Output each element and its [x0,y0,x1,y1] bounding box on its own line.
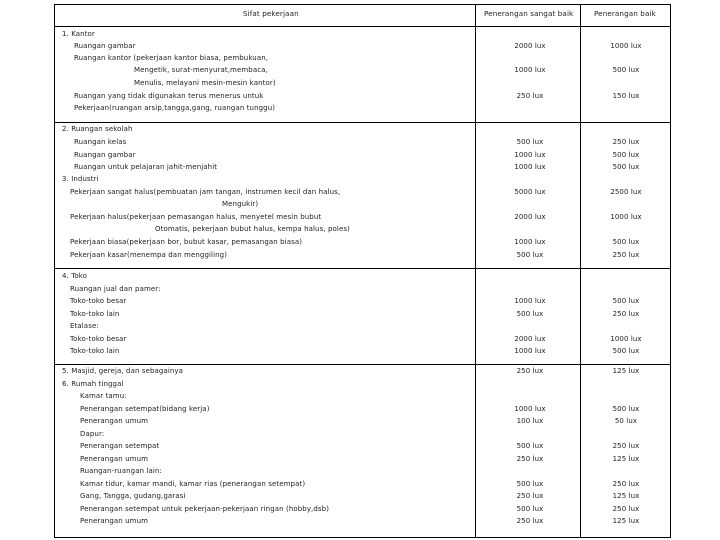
value-very-good: 100 lux [516,417,544,425]
row-label: Pekerjaan halus(pekerjaan pemasangan halus, menyetel mesin bubut [70,213,322,221]
value-very-good: 500 lux [516,505,544,513]
section-divider [54,364,671,365]
value-very-good: 1000 lux [514,66,546,74]
table-border-right [670,4,671,538]
value-very-good: 1000 lux [514,163,546,171]
table-border-left [54,4,55,538]
row-label: Gang, Tangga, gudang,garasi [80,492,186,500]
section-divider [54,268,671,269]
subsection-label: Ruangan-ruangan lain: [80,467,162,475]
value-very-good: 500 lux [516,480,544,488]
subsection-label: Ruangan jual dan pamer: [70,285,161,293]
row-label: Toko-toko lain [70,310,120,318]
value-good: 250 lux [612,480,640,488]
row-label: Ruangan kantor (pekerjaan kantor biasa, pembukuan, [74,54,269,62]
row-label: Penerangan umum [80,455,149,463]
section-title: 5. Masjid, gereja, dan sebagainya [62,367,184,375]
table-border-bottom [54,537,671,538]
value-very-good: 1000 lux [514,297,546,305]
section-title: 4. Toko [62,272,88,280]
value-very-good: 1000 lux [514,405,546,413]
value-good: 500 lux [612,297,640,305]
row-label: Ruangan gambar [74,151,136,159]
value-very-good: 1000 lux [514,347,546,355]
row-label: Toko-toko besar [70,335,127,343]
row-label: Pekerjaan kasar(menempa dan menggiling) [70,251,228,259]
value-very-good: 500 lux [516,442,544,450]
value-good: 500 lux [612,151,640,159]
value-very-good: 2000 lux [514,213,546,221]
row-label: Penerangan setempat(bidang kerja) [80,405,210,413]
value-very-good: 2000 lux [514,42,546,50]
row-label: Ruangan gambar [74,42,136,50]
value-very-good: 2000 lux [514,335,546,343]
section-title: 3. Industri [62,175,99,183]
value-good: 500 lux [612,163,640,171]
value-good: 500 lux [612,238,640,246]
value-very-good: 1000 lux [514,151,546,159]
row-label: Pekerjaan sangat halus(pembuatan jam tangan, instrumen kecil dan halus, [70,188,341,196]
section-divider [54,122,671,123]
table-column-divider-1 [475,4,476,538]
value-good: 500 lux [612,405,640,413]
value-good: 500 lux [612,347,640,355]
section-title: 1. Kantor [62,30,95,38]
value-good: 125 lux [612,367,640,375]
section-title: 2. Ruangan sekolah [62,125,133,133]
subsection-label: Etalase: [70,322,99,330]
row-label-continued: Mengetik, surat-menyurat,membaca, [134,66,268,74]
row-label-continued: Mengukir) [222,200,259,208]
value-good: 250 lux [612,310,640,318]
row-label-continued: Otomatis, pekerjaan bubut halus, kempa halus, poles) [155,225,350,233]
value-very-good: 500 lux [516,251,544,259]
value-good: 1000 lux [610,213,642,221]
header-divider [54,26,671,27]
value-very-good: 500 lux [516,310,544,318]
row-label: Pekerjaan biasa(pekerjaan bor, bubut kasar, pemasangan biasa) [70,238,303,246]
value-good: 500 lux [612,66,640,74]
value-good: 250 lux [612,505,640,513]
value-very-good: 250 lux [516,455,544,463]
row-label: Penerangan umum [80,517,149,525]
value-good: 2500 lux [610,188,642,196]
value-very-good: 5000 lux [514,188,546,196]
header-nature-of-work: Sifat pekerjaan [243,9,299,18]
table-border-top [54,4,671,5]
value-very-good: 1000 lux [514,238,546,246]
row-label: Ruangan kelas [74,138,127,146]
row-label: Penerangan setempat [80,442,160,450]
header-good-lighting: Penerangan baik [594,9,656,18]
subsection-label: Dapur: [80,430,105,438]
row-label: Ruangan yang tidak digunakan terus menerus untuk [74,92,264,100]
row-label: Penerangan setempat untuk pekerjaan-pekerjaan ringan (hobby,dsb) [80,505,330,513]
row-label: Kamar tidur, kamar mandi, kamar rias (penerangan setempat) [80,480,306,488]
subsection-label: Kamar tamu: [80,392,127,400]
row-label: Toko-toko lain [70,347,120,355]
value-good: 1000 lux [610,335,642,343]
value-very-good: 500 lux [516,138,544,146]
value-good: 1000 lux [610,42,642,50]
section-title: 6. Rumah tinggal [62,380,124,388]
row-label-continued: Pekerjaan(ruangan arsip,tangga,gang, ruangan tunggu) [74,104,276,112]
value-very-good: 250 lux [516,517,544,525]
value-very-good: 250 lux [516,367,544,375]
value-very-good: 250 lux [516,492,544,500]
value-good: 150 lux [612,92,640,100]
row-label: Toko-toko besar [70,297,127,305]
value-very-good: 250 lux [516,92,544,100]
value-good: 125 lux [612,517,640,525]
value-good: 250 lux [612,251,640,259]
row-label-continued: Menulis, melayani mesin-mesin kantor) [134,79,276,87]
value-good: 250 lux [612,442,640,450]
value-good: 250 lux [612,138,640,146]
row-label: Ruangan untuk pelajaran jahit-menjahit [74,163,218,171]
value-good: 125 lux [612,492,640,500]
header-very-good-lighting: Penerangan sangat baik [484,9,574,18]
value-good: 125 lux [612,455,640,463]
table-column-divider-2 [580,4,581,538]
row-label: Penerangan umum [80,417,149,425]
value-good: 50 lux [614,417,638,425]
